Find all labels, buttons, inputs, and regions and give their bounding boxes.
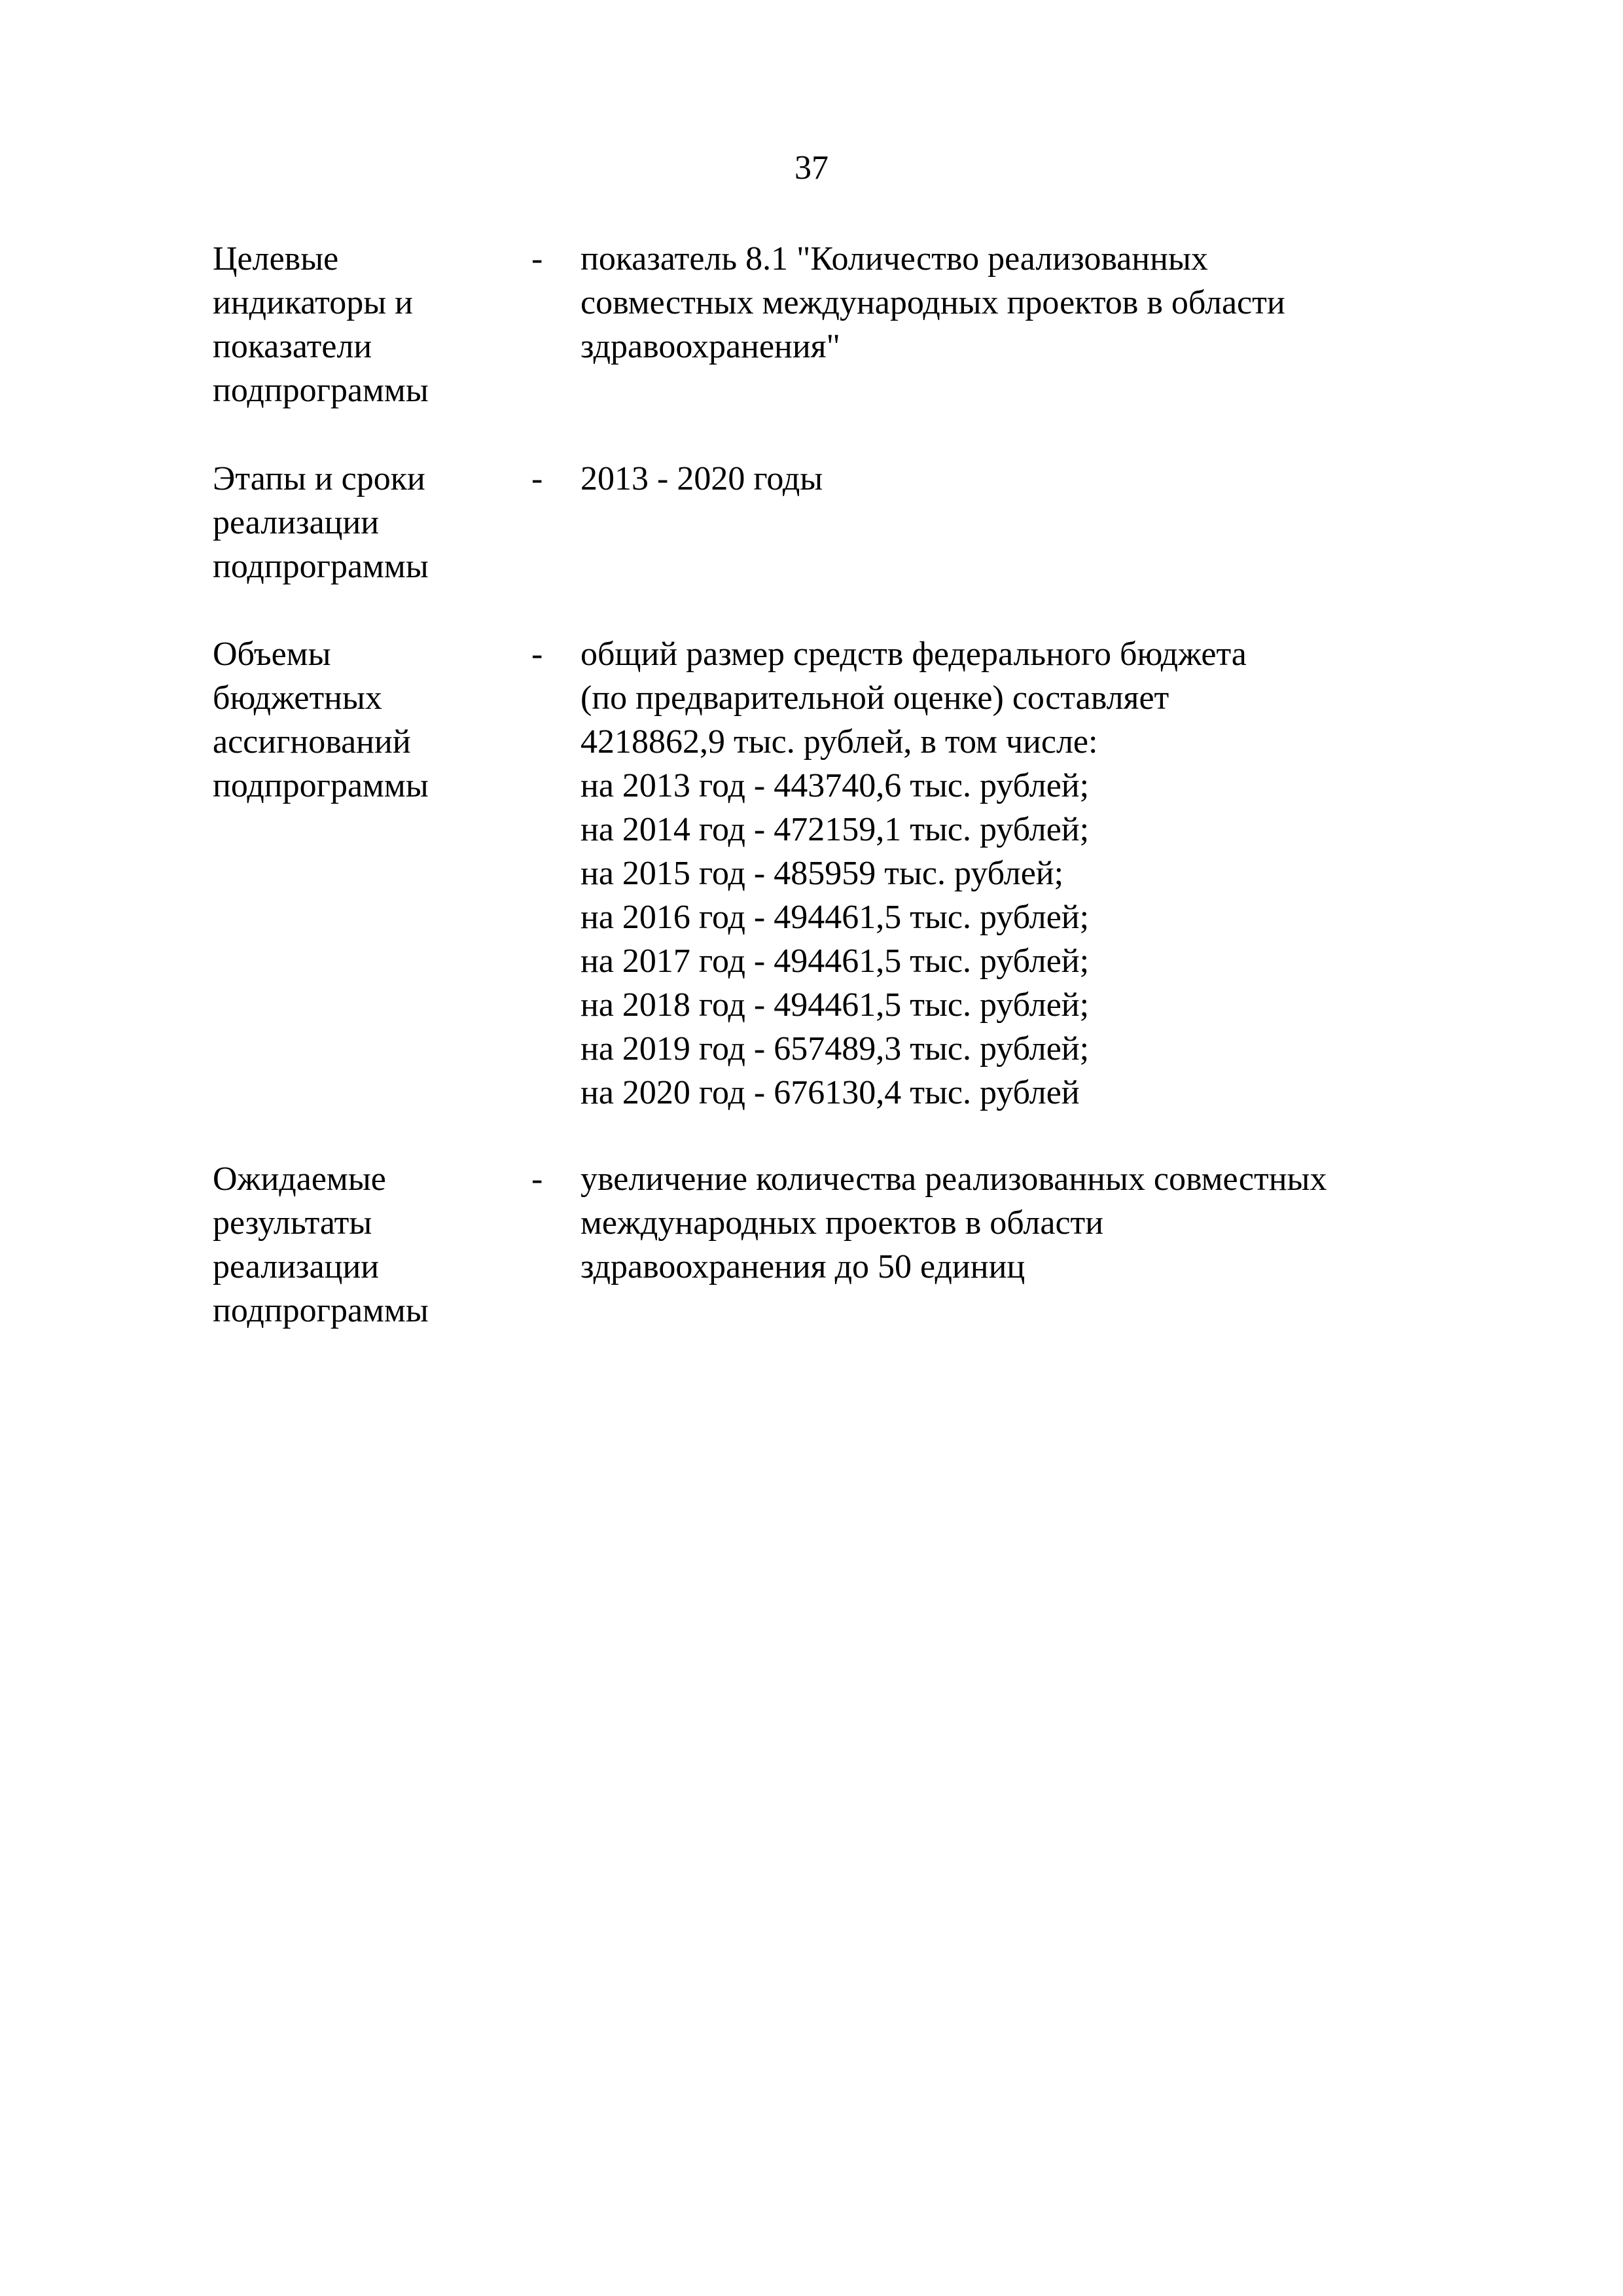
- value-line: на 2018 год - 494461,5 тыс. рублей;: [580, 986, 1090, 1024]
- label-line: показатели: [213, 328, 372, 365]
- row-value: [580, 457, 1497, 501]
- value-line: общий размер средств федерального бюджета: [580, 636, 1247, 673]
- row-label: [213, 457, 527, 588]
- label-line: Ожидаемые: [213, 1160, 386, 1198]
- label-line: Этапы и сроки: [213, 460, 425, 497]
- value-line: совместных международных проектов в области: [580, 284, 1285, 321]
- value-line: на 2015 год - 485959 тыс. рублей;: [580, 855, 1064, 892]
- page-number: 37: [794, 149, 829, 187]
- value-line: (по предварительной оценке) составляет: [580, 679, 1169, 717]
- value-line: 2013 - 2020 годы: [580, 460, 823, 497]
- label-line: индикаторы и: [213, 284, 413, 321]
- row-value: [580, 1157, 1497, 1289]
- value-line: показатель 8.1 "Количество реализованных: [580, 240, 1208, 278]
- label-line: реализации: [213, 504, 380, 541]
- row-dash: -: [531, 240, 543, 278]
- row-value: [580, 237, 1497, 368]
- row-label: [213, 632, 527, 808]
- value-line: увеличение количества реализованных совместных: [580, 1160, 1327, 1198]
- value-line: на 2019 год - 657489,3 тыс. рублей;: [580, 1030, 1090, 1067]
- value-line: международных проектов в области: [580, 1204, 1104, 1242]
- label-line: Объемы: [213, 636, 331, 673]
- row-value: [580, 632, 1497, 1115]
- value-line: здравоохранения": [580, 328, 840, 365]
- value-line: на 2016 год - 494461,5 тыс. рублей;: [580, 899, 1090, 936]
- row-dash: -: [531, 1160, 543, 1198]
- label-line: бюджетных: [213, 679, 382, 717]
- label-line: подпрограммы: [213, 372, 429, 409]
- value-line: на 2017 год - 494461,5 тыс. рублей;: [580, 942, 1090, 980]
- label-line: подпрограммы: [213, 767, 429, 804]
- value-line: на 2013 год - 443740,6 тыс. рублей;: [580, 767, 1090, 804]
- value-line: здравоохранения до 50 единиц: [580, 1248, 1026, 1285]
- value-line: на 2020 год - 676130,4 тыс. рублей: [580, 1074, 1080, 1111]
- value-line: на 2014 год - 472159,1 тыс. рублей;: [580, 811, 1090, 848]
- row-dash: -: [531, 636, 543, 673]
- label-line: подпрограммы: [213, 1292, 429, 1329]
- value-line: 4218862,9 тыс. рублей, в том числе:: [580, 723, 1098, 761]
- label-line: подпрограммы: [213, 548, 429, 585]
- row-dash: -: [531, 460, 543, 497]
- row-label: [213, 1157, 527, 1333]
- label-line: результаты: [213, 1204, 372, 1242]
- row-label: [213, 237, 527, 412]
- label-line: ассигнований: [213, 723, 411, 761]
- label-line: реализации: [213, 1248, 380, 1285]
- label-line: Целевые: [213, 240, 339, 278]
